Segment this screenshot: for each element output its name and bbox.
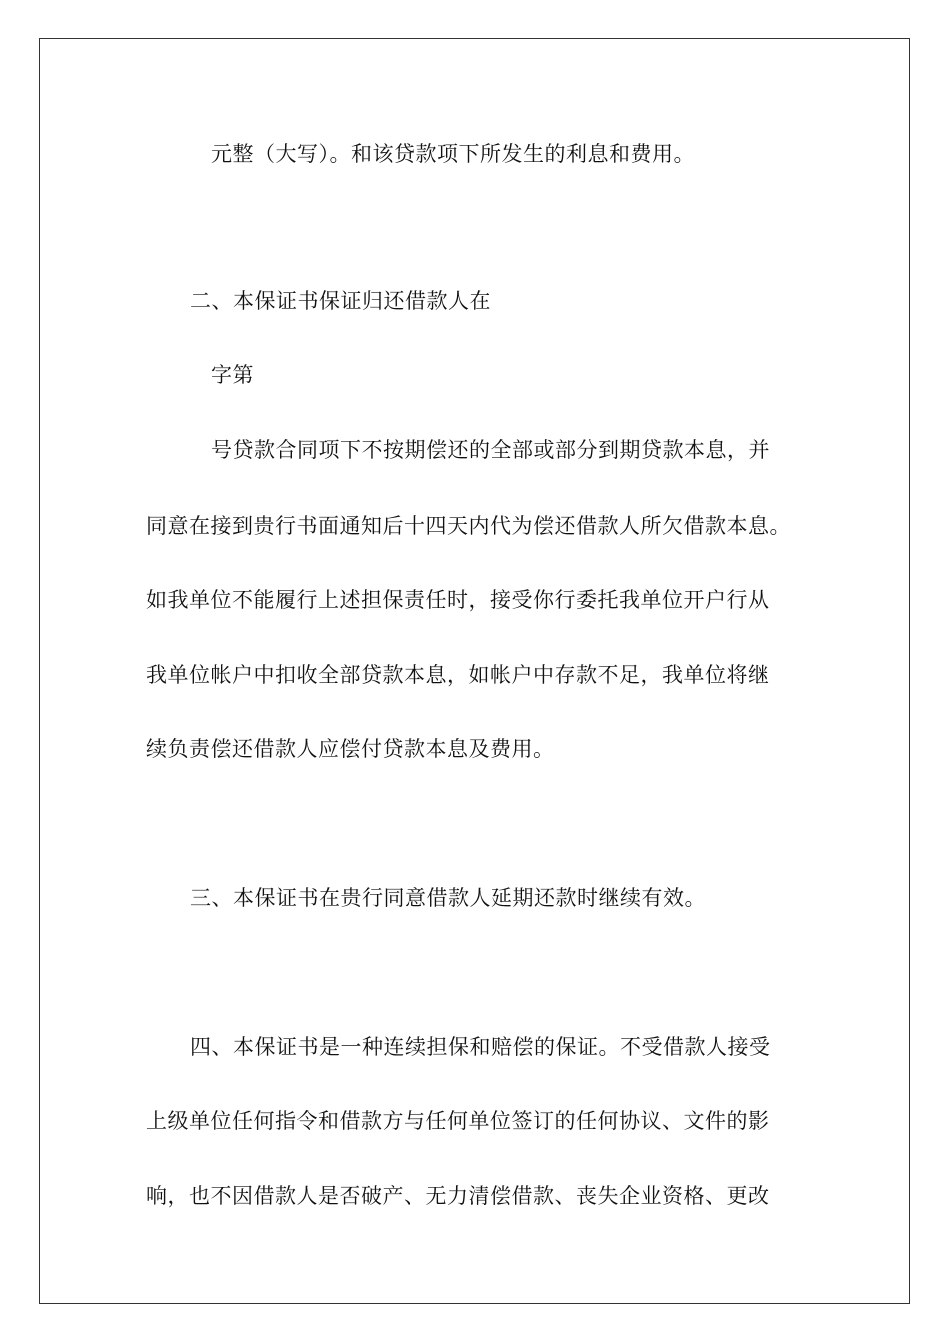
text-line-5: 同意在接到贵行书面通知后十四天内代为偿还借款人所欠借款本息。	[146, 514, 791, 538]
clause-4-heading: 四、本保证书是一种连续担保和赔偿的保证。不受借款人接受	[190, 1035, 771, 1059]
text-line-1: 元整（大写）。和该贷款项下所发生的利息和费用。	[211, 142, 695, 166]
text-line-12: 响，也不因借款人是否破产、无力清偿借款、丧失企业资格、更改	[146, 1184, 770, 1208]
text-line-3: 字第	[211, 363, 254, 387]
clause-2-heading: 二、本保证书保证归还借款人在	[190, 289, 491, 313]
text-line-4: 号贷款合同项下不按期偿还的全部或部分到期贷款本息，并	[211, 438, 770, 462]
text-line-7: 我单位帐户中扣收全部贷款本息，如帐户中存款不足，我单位将继	[146, 663, 770, 687]
text-line-6: 如我单位不能履行上述担保责任时，接受你行委托我单位开户行从	[146, 588, 770, 612]
text-line-11: 上级单位任何指令和借款方与任何单位签订的任何协议、文件的影	[146, 1109, 770, 1133]
text-line-8: 续负责偿还借款人应偿付贷款本息及费用。	[146, 737, 555, 761]
clause-3: 三、本保证书在贵行同意借款人延期还款时继续有效。	[190, 886, 706, 910]
